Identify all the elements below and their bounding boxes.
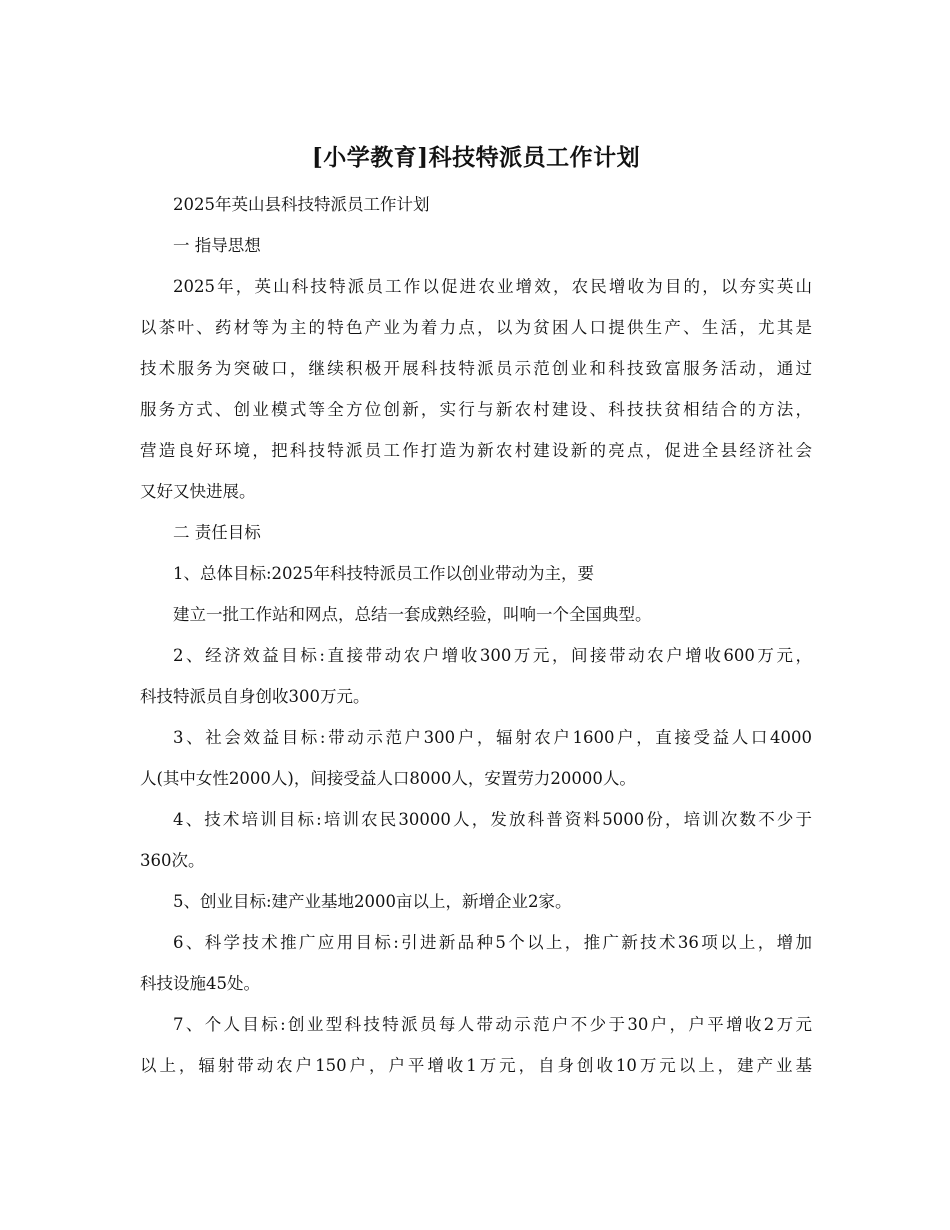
document-title: [小学教育]科技特派员工作计划	[311, 144, 641, 171]
text-line: 又好又快进展。	[140, 482, 256, 501]
text-line: 4、技术培训目标:培训农民30000人，发放科普资料5000份，培训次数不少于	[173, 810, 812, 829]
document-subtitle: 2025年英山县科技特派员工作计划	[173, 195, 430, 214]
text-line: 以茶叶、药材等为主的特色产业为着力点，以为贫困人口提供生产、生活，尤其是	[140, 318, 812, 337]
paragraph-goal-2	[140, 635, 812, 717]
text-line: 技术服务为突破口，继续积极开展科技特派员示范创业和科技致富服务活动，通过	[140, 359, 812, 378]
goal-5: 5、创业目标:建产业基地2000亩以上，新增企业2家。	[173, 892, 572, 911]
section-heading-guiding-ideology: 一 指导思想	[173, 236, 261, 255]
text-line: 以上，辐射带动农户150户，户平增收1万元，自身创收10万元以上，建产业基	[140, 1056, 812, 1075]
text-line: 3、社会效益目标:带动示范户300户，辐射农户1600户，直接受益人口4000	[173, 728, 812, 747]
text-line: 服务方式、创业模式等全方位创新，实行与新农村建设、科技扶贫相结合的方法，	[140, 400, 812, 419]
text-line: 营造良好环境，把科技特派员工作打造为新农村建设新的亮点，促进全县经济社会	[140, 441, 812, 460]
paragraph-goal-7	[140, 1004, 812, 1086]
paragraph-goal-4	[140, 799, 812, 881]
text-line: 360次。	[140, 851, 205, 870]
text-line: 7、个人目标:创业型科技特派员每人带动示范户不少于30户，户平增收2万元	[173, 1015, 812, 1034]
goal-1-line-1: 1、总体目标:2025年科技特派员工作以创业带动为主，要	[173, 564, 595, 583]
text-line: 6、科学技术推广应用目标:引进新品种5个以上，推广新技术36项以上，增加	[173, 933, 812, 952]
paragraph-guiding-ideology	[140, 266, 812, 512]
document-page	[140, 138, 812, 1086]
text-line: 人(其中女性2000人)，间接受益人口8000人，安置劳力20000人。	[140, 769, 636, 788]
goal-1-line-2: 建立一批工作站和网点，总结一套成熟经验，叫响一个全国典型。	[173, 605, 652, 624]
text-line: 科技设施45处。	[140, 974, 260, 993]
text-line: 科技特派员自身创收300万元。	[140, 687, 370, 706]
paragraph-goal-3	[140, 717, 812, 799]
text-line: 2025年，英山科技特派员工作以促进农业增效，农民增收为目的，以夯实英山	[173, 277, 812, 296]
paragraph-goal-6	[140, 922, 812, 1004]
section-heading-responsibility-goals: 二 责任目标	[173, 523, 261, 542]
text-line: 2、经济效益目标:直接带动农户增收300万元，间接带动农户增收600万元，	[173, 646, 812, 665]
